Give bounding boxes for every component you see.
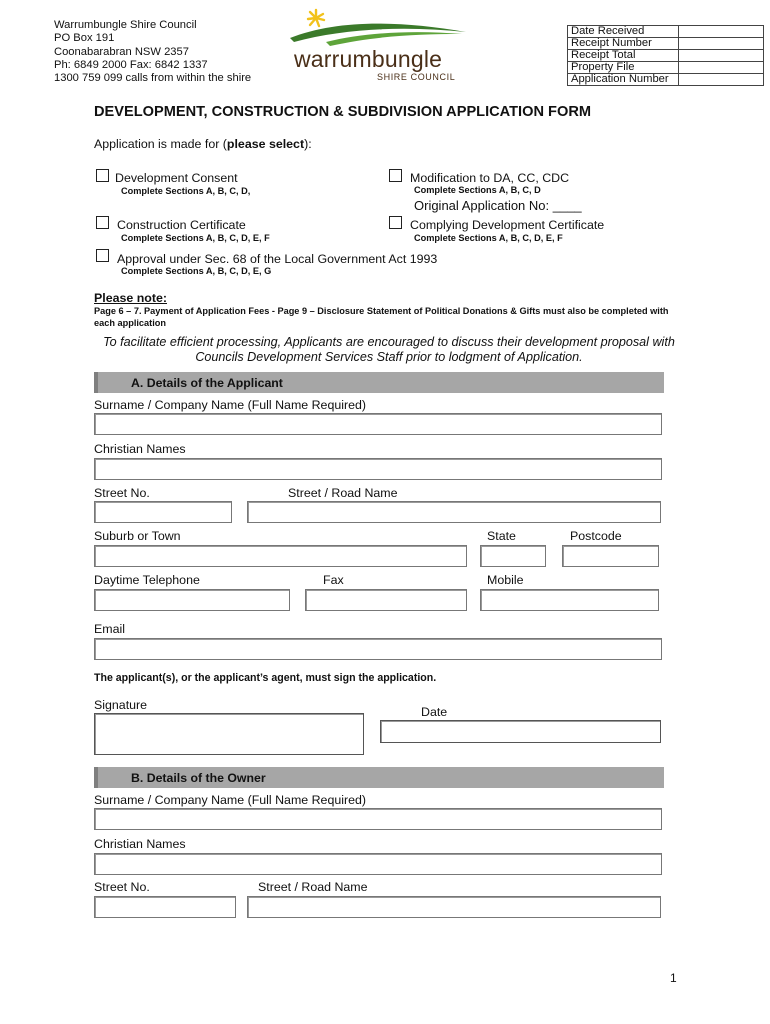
- section-a-title: A. Details of the Applicant: [131, 376, 283, 390]
- signature-label: Signature: [94, 698, 148, 712]
- council-address: [54, 19, 251, 85]
- applicant-state-field[interactable]: [480, 545, 546, 567]
- applicant-postcode-field[interactable]: [562, 545, 659, 567]
- please-note-body: Page 6 – 7. Payment of Application Fees - Page 9 – Disclosure Statement of Political Donations & Gifts must also be completed with each application: [94, 306, 669, 328]
- office-value-cell[interactable]: [679, 38, 764, 50]
- form-title: DEVELOPMENT, CONSTRUCTION & SUBDIVISION APPLICATION FORM: [94, 104, 592, 120]
- signature-requirement-note: The applicant(s), or the applicant’s agent, must sign the application.: [94, 672, 437, 684]
- table-row: [568, 50, 764, 62]
- complying-development-sections: Complete Sections A, B, C, D, E, F: [414, 233, 563, 243]
- applicant-fax-field[interactable]: [305, 589, 467, 611]
- office-label: Application Number: [568, 74, 679, 86]
- applicant-street-road-field[interactable]: [247, 501, 661, 523]
- applicant-street-no-field[interactable]: [94, 501, 232, 523]
- signature-field[interactable]: [94, 713, 364, 755]
- applicant-suburb-label: Suburb or Town: [94, 529, 181, 543]
- owner-street-no-label: Street No.: [94, 880, 150, 894]
- office-label: Property File: [568, 62, 679, 74]
- please-note-heading: Please note:: [94, 291, 167, 305]
- construction-certificate-sections: Complete Sections A, B, C, D, E, F: [121, 233, 270, 243]
- complying-development-checkbox[interactable]: [389, 216, 402, 229]
- section-68-label: Approval under Sec. 68 of the Local Government Act 1993: [117, 252, 438, 266]
- owner-christian-names-field[interactable]: [94, 853, 662, 875]
- logo-wordmark: warrumbungle: [294, 46, 443, 72]
- council-logo: [286, 6, 472, 86]
- applicant-postcode-label: Postcode: [570, 529, 622, 543]
- original-application-number: Original Application No: ____: [414, 198, 582, 213]
- office-value-cell[interactable]: [679, 62, 764, 74]
- applicant-suburb-field[interactable]: [94, 545, 467, 567]
- development-consent-sections: Complete Sections A, B, C, D,: [121, 186, 251, 196]
- applicant-surname-field[interactable]: [94, 413, 662, 435]
- office-label: Receipt Total: [568, 50, 679, 62]
- prompt-prefix: Application is made for (: [94, 137, 227, 151]
- office-use-table: [567, 25, 764, 86]
- owner-christian-names-label: Christian Names: [94, 837, 186, 851]
- processing-advice: To facilitate efficient processing, Applicants are encouraged to discuss their development proposal with Councils Development Services Staff prior to lodgment of Application.: [103, 335, 675, 364]
- office-label: Date Received: [568, 26, 679, 38]
- applicant-surname-label: Surname / Company Name (Full Name Required): [94, 398, 367, 412]
- office-value-cell[interactable]: [679, 26, 764, 38]
- office-label: Receipt Number: [568, 38, 679, 50]
- table-row: [568, 74, 764, 86]
- owner-street-no-field[interactable]: [94, 896, 236, 918]
- applicant-mobile-field[interactable]: [480, 589, 659, 611]
- page-number: 1: [670, 971, 677, 985]
- owner-surname-field[interactable]: [94, 808, 662, 830]
- applicant-mobile-label: Mobile: [487, 573, 524, 587]
- applicant-email-field[interactable]: [94, 638, 662, 660]
- modification-checkbox[interactable]: [389, 169, 402, 182]
- owner-street-road-label: Street / Road Name: [258, 880, 368, 894]
- applicant-telephone-label: Daytime Telephone: [94, 573, 200, 587]
- table-row: [568, 38, 764, 50]
- applicant-street-no-label: Street No.: [94, 486, 150, 500]
- section-b-title: B. Details of the Owner: [131, 771, 266, 785]
- applicant-christian-names-label: Christian Names: [94, 442, 186, 456]
- owner-surname-label: Surname / Company Name (Full Name Required): [94, 793, 367, 807]
- table-row: [568, 26, 764, 38]
- table-row: [568, 62, 764, 74]
- prompt-emphasis: please select: [226, 137, 305, 151]
- owner-street-road-field[interactable]: [247, 896, 661, 918]
- logo-subtitle: SHIRE COUNCIL: [377, 72, 456, 82]
- application-type-prompt: [94, 137, 312, 151]
- applicant-email-label: Email: [94, 622, 125, 636]
- section-a-header: [94, 372, 664, 393]
- address-line: Coonabarabran NSW 2357: [54, 45, 189, 58]
- applicant-street-road-label: Street / Road Name: [288, 486, 398, 500]
- applicant-state-label: State: [487, 529, 516, 543]
- applicant-christian-names-field[interactable]: [94, 458, 662, 480]
- date-field[interactable]: [380, 720, 661, 743]
- applicant-fax-label: Fax: [323, 573, 344, 587]
- section-68-checkbox[interactable]: [96, 249, 109, 262]
- logo-graphic: [286, 6, 472, 50]
- modification-sections: Complete Sections A, B, C, D: [414, 185, 541, 195]
- address-line: 1300 759 099 calls from within the shire: [54, 72, 252, 85]
- modification-label: Modification to DA, CC, CDC: [410, 171, 570, 185]
- section-b-header: [94, 767, 664, 788]
- complying-development-label: Complying Development Certificate: [410, 218, 605, 232]
- construction-certificate-label: Construction Certificate: [117, 218, 246, 232]
- applicant-telephone-field[interactable]: [94, 589, 290, 611]
- office-value-cell[interactable]: [679, 74, 764, 86]
- prompt-suffix: ):: [304, 137, 312, 151]
- office-value-cell[interactable]: [679, 50, 764, 62]
- address-line: Warrumbungle Shire Council: [54, 19, 197, 31]
- development-consent-checkbox[interactable]: [96, 169, 109, 182]
- construction-certificate-checkbox[interactable]: [96, 216, 109, 229]
- development-consent-label: Development Consent: [115, 171, 238, 185]
- date-label: Date: [421, 705, 448, 719]
- address-line: Ph: 6849 2000 Fax: 6842 1337: [54, 58, 208, 71]
- address-line: PO Box 191: [54, 32, 115, 45]
- section-68-sections: Complete Sections A, B, C, D, E, G: [121, 266, 272, 276]
